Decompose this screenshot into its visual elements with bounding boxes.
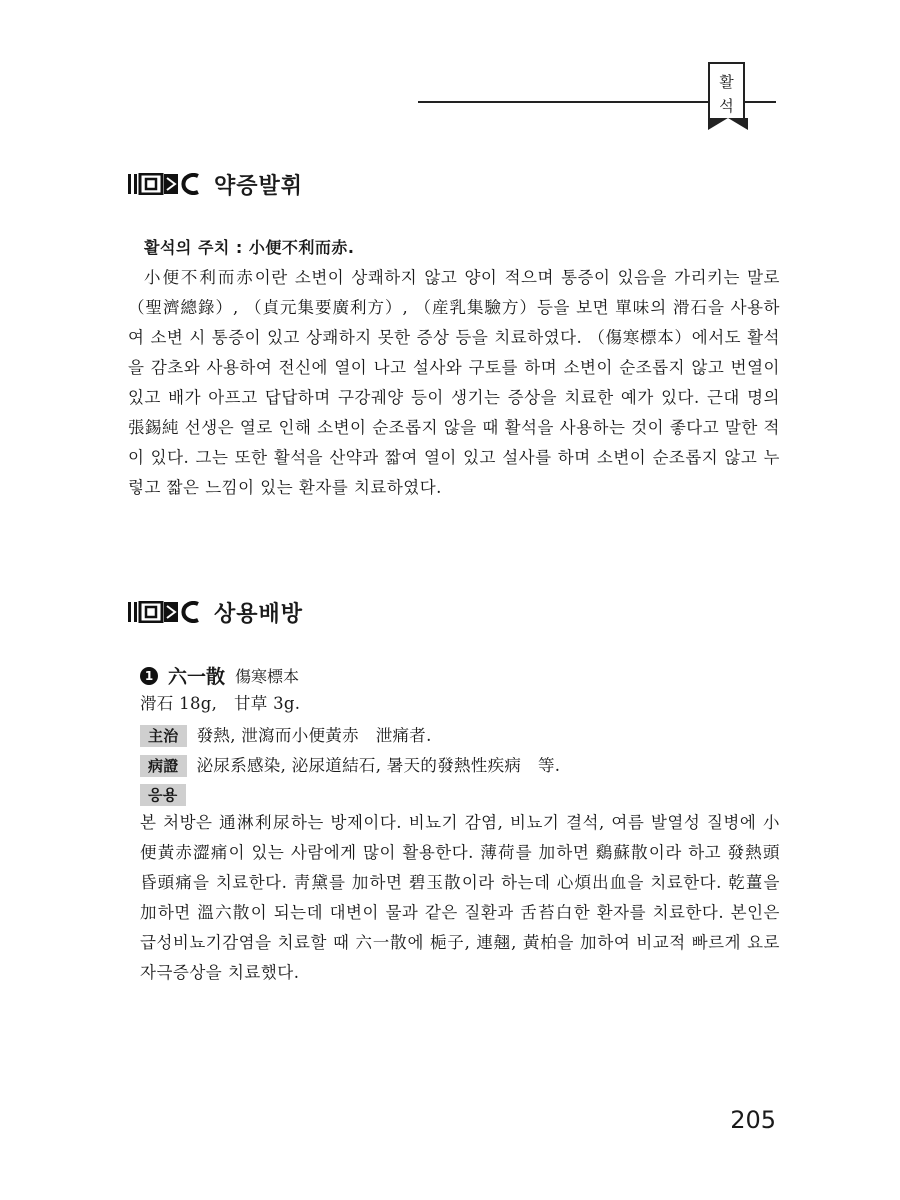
paragraph: 小便不利而赤이란 소변이 상쾌하지 않고 양이 적으며 통증이 있음을 가리키는 말로 （聖濟總錄）, （貞元集要廣利方）, （産乳集驗方）등을 보면 單味의 滑石을 사용하여 소변 시 통증이 있고 상쾌하지 못한 증상 등을 치료하였다. （傷寒標本）에서도 활석을 감초와 사용하여 전신에 열이 나고 설사와 구토를 하며 소변이 순조롭지 않고 번열이 있고 배가 아프고 답답하며 구강궤양 등이 생기는 증상을 치료한 예가 있다. 근대 명의 張錫純 선생은 열로 인해 소변이 순조롭지 않을 때 활석을 사용하는 것이 좋다고 말한 적이 있다. 그는 또한 활석을 산약과 짧여 열이 있고 설사를 하며 소변이 순조롭지 않고 누렇고 짧은 느낌이 있는 환자를 치료하였다.	[128, 268, 780, 497]
section-heading-1	[128, 168, 303, 200]
formula-name: 六一散	[168, 666, 226, 688]
formula-number-badge: 1	[140, 667, 158, 685]
disease-tag: 病證	[140, 755, 187, 777]
chapter-tab-char-1: 활	[719, 73, 734, 91]
indication-tag: 主治	[140, 725, 187, 747]
section-1-body	[128, 233, 780, 503]
subheading: 활석의 주치 : 小便不利而赤.	[144, 238, 355, 257]
disease-row	[140, 754, 560, 778]
formula-heading	[140, 662, 299, 689]
usage-row	[140, 783, 196, 807]
ornament-icon	[128, 173, 200, 195]
indication-row	[140, 724, 432, 748]
disease-text: 泌尿系感染, 泌尿道結石, 暑天的發熱性疾病 等.	[196, 756, 561, 775]
chapter-tab	[708, 62, 745, 124]
chapter-tab-char-2: 석	[719, 97, 734, 115]
ornament-icon	[128, 601, 200, 623]
usage-paragraph: 본 처방은 通淋利尿하는 방제이다. 비뇨기 감염, 비뇨기 결석, 여름 발열성 질병에 小便黃赤澀痛이 있는 사람에게 많이 활용한다. 薄荷를 加하면 鷄蘇散이라 하고 發熱頭昏頭痛을 치료한다. 靑黛를 加하면 碧玉散이라 하는데 心煩出血을 치료한다. 乾薑을 加하면 溫六散이 되는데 대변이 물과 같은 질환과 舌苔白한 환자를 치료한다. 본인은 급성비뇨기감염을 치료할 때 六一散에 梔子, 連翹, 黃柏을 加하여 비교적 빠르게 요로자극증상을 치료했다.	[140, 813, 780, 982]
usage-body	[140, 808, 780, 988]
indication-text: 發熱, 泄瀉而小便黃赤 泄痛者.	[196, 726, 432, 745]
chapter-tab-notch	[708, 118, 748, 130]
formula-ingredients: 滑石 18g, 甘草 3g.	[140, 694, 301, 713]
usage-tag: 응용	[140, 784, 186, 806]
section-heading-2	[128, 596, 303, 628]
section-title-1: 약증발휘	[214, 173, 304, 199]
page-number: 205	[730, 1106, 776, 1134]
formula-source: 傷寒標本	[235, 667, 300, 686]
section-title-2: 상용배방	[214, 601, 304, 627]
